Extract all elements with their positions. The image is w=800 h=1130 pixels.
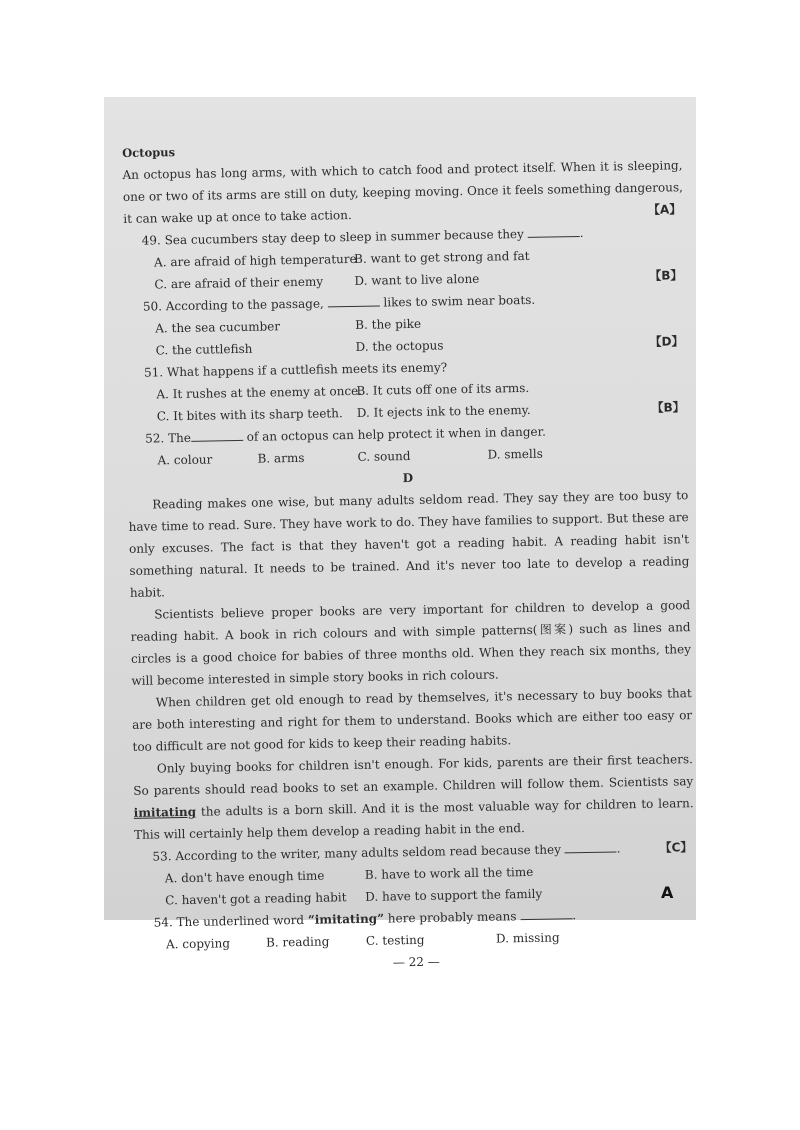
paragraph-2: Scientists believe proper books are very important for children to develop a good reading habit. A book in rich colours and with simple patterns(图案) such as lines and circles is a good choice for babies of three months old. When they reach six months, they will become interested in simple story books in rich colours. <box>130 598 692 688</box>
option-d: D. smells <box>487 446 543 462</box>
option-b: B. arms <box>257 450 305 466</box>
option-a: A. the sea cucumber <box>155 319 281 336</box>
question-stem: 53. According to the writer, many adults seldom read because they <box>152 842 562 864</box>
document-photo <box>104 97 696 970</box>
paragraph-4-end: the adults is a born skill. And it is the most valuable way for children to learn. This will certainly help them develop a reading habit in the end. <box>133 796 694 842</box>
option-c: C. are afraid of their enemy <box>154 274 324 292</box>
answer-mark: 【C】 <box>659 840 693 855</box>
option-b: B. want to get strong and fat <box>353 248 530 266</box>
option-b: B. the pike <box>355 316 422 332</box>
option-a: A. It rushes at the enemy at once. <box>156 383 363 402</box>
question-stem-final: . <box>572 908 577 923</box>
paragraph-1: Reading makes one wise, but many adults seldom read. They say they are too busy to have time to read. Sure. They have work to do. They have families to support. But these are only excuses. The fact is that they haven't got a reading habit. A reading habit isn't something natural. It needs to be trained. And it's never too late to develop a reading habit. <box>128 488 690 600</box>
option-a: A. copying <box>165 936 231 952</box>
page-number: — 22 — <box>392 954 440 970</box>
option-a: A. are afraid of high temperature <box>153 251 357 270</box>
worksheet-content <box>122 132 697 978</box>
option-c: C. sound <box>357 449 411 464</box>
question-stem: 50. According to the passage, <box>142 296 324 314</box>
answer-blank <box>520 906 572 920</box>
answer-blank <box>327 294 379 308</box>
question-53 <box>134 836 695 912</box>
question-stem-end: . <box>579 225 584 241</box>
option-d: D. It ejects ink to the enemy. <box>356 402 531 420</box>
option-c: C. It bites with its sharp teeth. <box>156 406 343 424</box>
passage-title: Octopus <box>122 145 176 160</box>
underlined-word: imitating <box>133 804 197 820</box>
question-stem: 49. Sea cucumbers stay deep to sleep in summer because they <box>141 227 524 248</box>
question-stem: 51. What happens if a cuttlefish meets its enemy? <box>143 360 448 380</box>
option-b: B. have to work all the time <box>364 864 534 882</box>
option-d: D. have to support the family <box>365 886 543 904</box>
answer-mark: 【B】 <box>649 268 683 283</box>
question-stem-end: of an octopus can help protect it when in danger. <box>246 424 546 444</box>
paragraph-4 <box>133 748 694 846</box>
passage-paragraph <box>122 154 683 230</box>
question-49 <box>124 220 685 296</box>
option-d: D. the octopus <box>355 338 444 354</box>
option-c: C. the cuttlefish <box>155 341 253 358</box>
option-a: A. colour <box>157 452 213 468</box>
option-a: A. don't have enough time <box>164 868 325 886</box>
question-keyword: “imitating” <box>307 911 385 927</box>
question-stem: 54. The underlined word <box>153 912 305 930</box>
answer-blank <box>528 224 580 238</box>
answer-mark: 【D】 <box>649 334 684 349</box>
answer-blank <box>565 839 617 853</box>
question-stem-end: likes to swim near boats. <box>383 292 536 310</box>
question-50 <box>125 286 686 362</box>
question-stem-end: . <box>616 841 621 856</box>
answer-mark: 【A】 <box>647 202 682 217</box>
section-heading: D <box>402 470 414 486</box>
handwritten-answer-mark: A <box>661 883 674 902</box>
question-stem-end: here probably means <box>387 909 517 926</box>
paragraph-4-start: Only buying books for children isn't enough. For kids, parents are their first teachers. So parents should read books to set an example. Children will follow them. Scientists say <box>133 752 694 798</box>
answer-mark: 【B】 <box>651 400 685 415</box>
option-b: B. reading <box>265 934 330 950</box>
option-b: B. It cuts off one of its arms. <box>356 380 530 398</box>
option-d: D. want to live alone <box>354 271 480 288</box>
answer-blank <box>191 428 243 442</box>
question-51 <box>126 352 687 428</box>
paragraph-3: When children get old enough to read by themselves, it's necessary to buy books that are both interesting and right for them to understand. Books which are either too easy or too difficult are not good for kids to keep their reading habits. <box>132 686 693 754</box>
option-c: C. haven't got a reading habit <box>165 890 347 908</box>
passage-text: An octopus has long arms, with which to catch food and protect itself. When it is sleeping, one or two of its arms are still on duty, keeping moving. Once it feels something dangerous, it can wake up at once to take action. <box>122 158 683 226</box>
option-c: C. testing <box>365 932 425 948</box>
option-d: D. missing <box>495 930 560 946</box>
question-stem: 52. The <box>145 430 192 446</box>
